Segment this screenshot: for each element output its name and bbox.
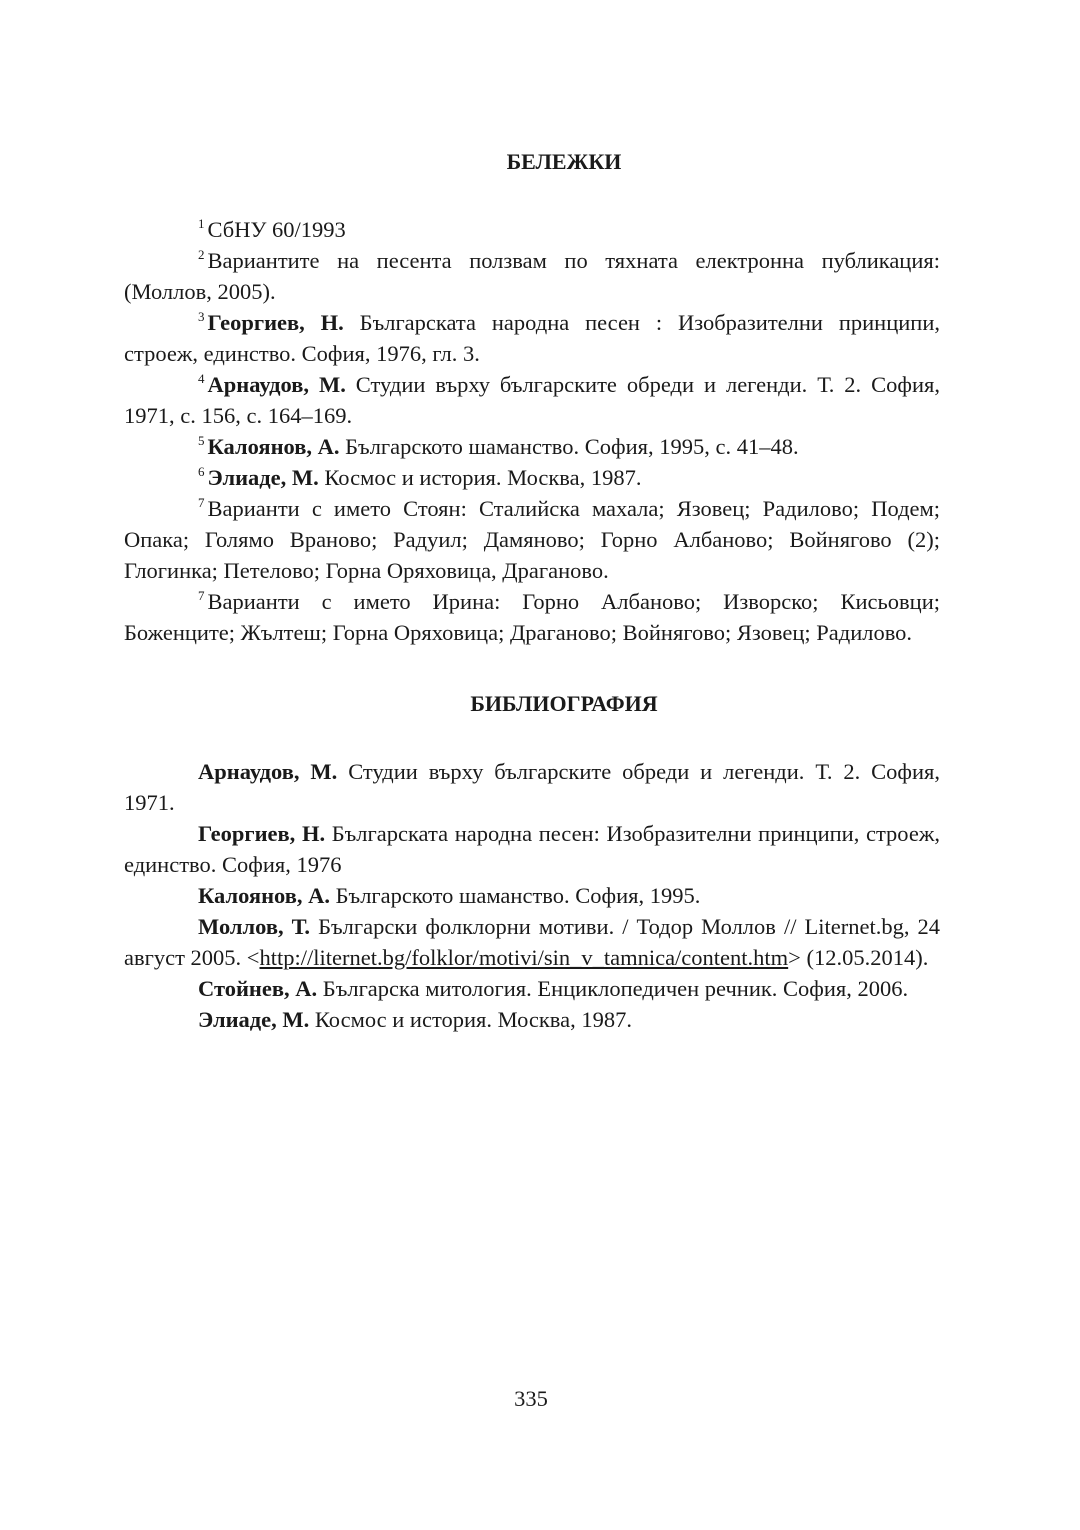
bibliography-list [124,756,940,1035]
note-item [124,369,940,431]
bibliography-entry [124,973,940,1004]
page-number: 335 [514,1386,548,1411]
note-author: Элиаде, М. [207,465,319,490]
note-item [124,245,940,307]
notes-list [124,214,940,648]
bib-text-after: > (12.05.2014). [788,945,929,970]
bib-author: Элиаде, М. [198,1007,310,1032]
page-body [124,146,940,1035]
bibliography-entry [124,818,940,880]
bib-author: Арнаудов, М. [198,759,338,784]
bib-author: Калоянов, А. [198,883,331,908]
note-marker: 7 [198,588,205,603]
bib-text: Българското шаманство. София, 1995. [330,883,701,908]
note-author: Георгиев, Н. [207,310,344,335]
note-text: Варианти с името Ирина: Горно Албаново; Изворско; Кисьовци; Боженците; Жълтеш; Горна Оряховица; Драганово; Войнягово; Язовец; Радилово. [124,589,940,645]
note-text: Българското шаманство. София, 1995, с. 41–48. [339,434,799,459]
note-item [124,586,940,648]
note-text: Вариантите на песента ползвам по тяхната електронна публикация: (Моллов, 2005). [124,248,940,304]
note-marker: 7 [198,495,205,510]
note-marker: 3 [198,309,205,324]
bib-text: Българска митология. Енциклопедичен речник. София, 2006. [317,976,909,1001]
note-author: Калоянов, А. [207,434,340,459]
note-text: Българската народна песен : Изобразителни принципи, строеж, единство. София, 1976, гл. 3. [124,310,940,366]
notes-heading: БЕЛЕЖКИ [506,149,622,174]
note-item [124,493,940,586]
note-author: Арнаудов, М. [207,372,346,397]
bib-link[interactable]: http://liternet.bg/folklor/motivi/sin_v_tamnica/content.htm [259,945,789,970]
bibliography-entry [124,911,940,973]
bib-text: Български фолклорни мотиви. / Тодор Моллов // Liternet.bg, 24 август 2005. < [124,914,940,970]
bib-author: Стойнев, А. [198,976,318,1001]
bib-text: Българската народна песен: Изобразителни принципи, строеж, единство. София, 1976 [124,821,940,877]
note-marker: 5 [198,433,205,448]
bibliography-entry [124,880,940,911]
note-text: Студии върху българските обреди и легенди. Т. 2. София, 1971, с. 156, с. 164–169. [124,372,940,428]
note-item [124,214,940,245]
bibliography-heading: БИБЛИОГРАФИЯ [470,691,658,716]
bibliography-entry [124,756,940,818]
bib-text: Космос и история. Москва, 1987. [309,1007,632,1032]
note-item [124,307,940,369]
bib-text: Студии върху българските обреди и легенди. Т. 2. София, 1971. [124,759,940,815]
note-text: Варианти с името Стоян: Сталийска махала; Язовец; Радилово; Подем; Опака; Голямо Враново; Радуил; Дамяново; Горно Албаново; Войнягово (2); Глогинка; Петелово; Горна Оряховица, Драганово. [124,496,940,583]
note-text: СбНУ 60/1993 [207,217,346,242]
note-marker: 1 [198,216,205,231]
bibliography-entry [124,1004,940,1035]
note-marker: 6 [198,464,205,479]
note-item [124,462,940,493]
note-marker: 2 [198,247,205,262]
note-item [124,431,940,462]
bib-author: Георгиев, Н. [198,821,326,846]
bib-author: Моллов, Т. [198,914,311,939]
note-text: Космос и история. Москва, 1987. [318,465,642,490]
note-marker: 4 [198,371,205,386]
